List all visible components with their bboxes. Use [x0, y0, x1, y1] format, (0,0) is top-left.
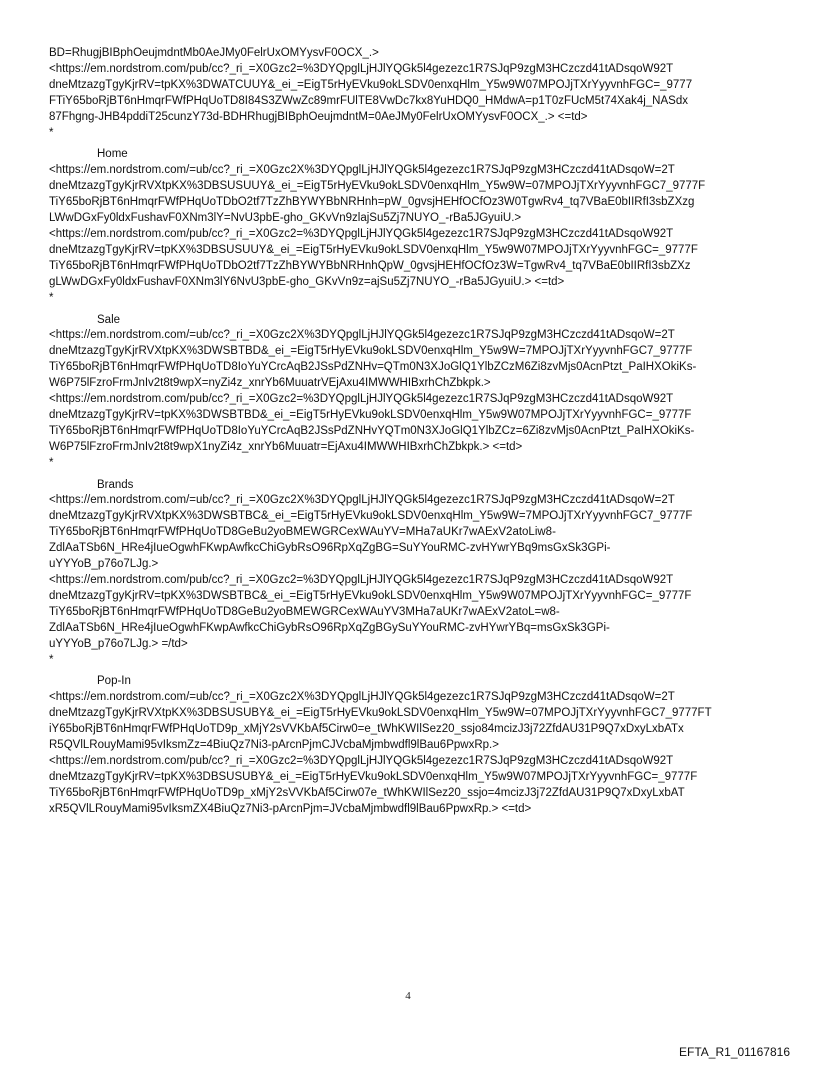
text-line: TiY65boRjBT6nHmqrFWfPHqUoTD8GeBu2yoBMEWGRCexWAuYV=MHa7aUKr7wAExV2atoLiw8- — [49, 526, 556, 539]
text-line: <https://em.nordstrom.com/pub/cc?_ri_=X0Gzc2=%3DYQpglLjHJlYQGk5l4gezezc1R7SJqP9zgM3HCzczd41tADsqoW92T — [49, 62, 674, 75]
text-line: dneMtzazgTgyKjrRV=tpKX%3DWATCUUY&_ei_=EigT5rHyEVku9okLSDV0enxqHlm_Y5w9W07MPOJjTXrYyyvnhFGC=_9777 — [49, 78, 693, 91]
section-title: Pop-In — [97, 675, 131, 688]
intro-block — [49, 46, 774, 141]
text-line: TiY65boRjBT6nHmqrFWfPHqUoTD9p_xMjY2sVVKbAf5Cirw07e_tWhKWIlSez20_ssjo=4mcizJ3j72ZfdAU31P9Q7xDxyLxbAT — [49, 786, 685, 799]
section-brands — [49, 478, 774, 669]
text-line: <https://em.nordstrom.com/=ub/cc?_ri_=X0Gzc2X%3DYQpglLjHJlYQGk5l4gezezc1R7SJqP9zgM3HCzczd41tADsqoW=2T — [49, 164, 675, 177]
text-line: uYYYoB_p76o7LJg.> — [49, 558, 159, 571]
text-line: TiY65boRjBT6nHmqrFWfPHqUoTDbO2tf7TzZhBYWYBbNRHnh=pW_0gvsjHEHfOCfOz3W0TgwRv4_tq7VBaE0bIIRfI3sbZXzg — [49, 196, 695, 209]
text-line: <https://em.nordstrom.com/pub/cc?_ri_=X0Gzc2=%3DYQpglLjHJlYQGk5l4gezezc1R7SJqP9zgM3HCzczd41tADsqoW92T — [49, 227, 674, 240]
text-line: <https://em.nordstrom.com/=ub/cc?_ri_=X0Gzc2X%3DYQpglLjHJlYQGk5l4gezezc1R7SJqP9zgM3HCzczd41tADsqoW=2T — [49, 494, 675, 507]
text-line: <https://em.nordstrom.com/=ub/cc?_ri_=X0Gzc2X%3DYQpglLjHJlYQGk5l4gezezc1R7SJqP9zgM3HCzczd41tADsqoW=2T — [49, 691, 675, 704]
section-title: Brands — [97, 478, 134, 491]
text-line: dneMtzazgTgyKjrRVXtpKX%3DBSUSUBY&_ei_=EigT5rHyEVku9okLSDV0enxqHlm_Y5w9W=07MPOJjTXrYyyvnhFGC7_9777FT — [49, 707, 712, 720]
text-line: dneMtzazgTgyKjrRV=tpKX%3DBSUSUBY&_ei_=EigT5rHyEVku9okLSDV0enxqHlm_Y5w9W07MPOJjTXrYyyvnhFGC=_9777F — [49, 770, 698, 783]
section-sale — [49, 313, 774, 472]
sections-container — [49, 147, 774, 817]
text-line: FTiY65boRjBT6nHmqrFWfPHqUoTD8I84S3ZWwZc89mrFUlTE8VwDc7kx8YuHDQ0_HMdwA=p1T0zFUcM5t74Xak4j_NASdx — [49, 94, 688, 107]
text-line: BD=RhugjBIBphOeujmdntMb0AeJMy0FelrUxOMYysvF0OCX_.> — [49, 47, 379, 59]
document-body — [49, 46, 774, 818]
text-line: dneMtzazgTgyKjrRVXtpKX%3DWSBTBC&_ei_=EigT5rHyEVku9okLSDV0enxqHlm_Y5w9W=7MPOJjTXrYyyvnhFGC7_9777F — [49, 510, 693, 523]
text-line: TiY65boRjBT6nHmqrFWfPHqUoTD8IoYuYCrcAqB2JSsPdZNHvYQTm0N3XJoGlQ1YlbZCz=6Zi8zvMjs0AcnPtzt_PaIHXOkiKs- — [49, 424, 695, 437]
text-line: dneMtzazgTgyKjrRV=tpKX%3DWSBTBC&_ei_=EigT5rHyEVku9okLSDV0enxqHlm_Y5w9W07MPOJjTXrYyyvnhFGC=_9777F — [49, 589, 692, 602]
text-line: <https://em.nordstrom.com/pub/cc?_ri_=X0Gzc2=%3DYQpglLjHJlYQGk5l4gezezc1R7SJqP9zgM3HCzczd41tADsqoW92T — [49, 754, 674, 767]
text-line: ZdlAaTSb6N_HRe4jIueOgwhFKwpAwfkcChiGybRsO96RpXqZgBGySuYYouRMC-zvHYwrYBq=msGxSk3GPi- — [49, 621, 610, 634]
bullet-marker: * — [49, 126, 54, 139]
text-line: <https://em.nordstrom.com/pub/cc?_ri_=X0Gzc2=%3DYQpglLjHJlYQGk5l4gezezc1R7SJqP9zgM3HCzczd41tADsqoW92T — [49, 393, 674, 406]
text-line: TiY65boRjBT6nHmqrFWfPHqUoTDbO2tf7TzZhBYWYBbNRHnhQpW_0gvsjHEHfOCfOz3W=TgwRv4_tq7VBaE0bIIRfI3sbZXz — [49, 259, 691, 272]
bullet-marker: * — [49, 653, 54, 666]
text-line: LWwDGxFy0ldxFushavF0XNm3lY=NvU3pbE-gho_GKvVn9zlajSu5Zj7NUYO_-rBa5JGyuiU.> — [49, 212, 522, 225]
text-line: ZdlAaTSb6N_HRe4jIueOgwhFKwpAwfkcChiGybRsO96RpXqZgBG=SuYYouRMC-zvHYwrYBq9msGxSk3GPi- — [49, 542, 611, 555]
text-line: TiY65boRjBT6nHmqrFWfPHqUoTD8IoYuYCrcAqB2JSsPdZNHv=QTm0N3XJoGlQ1YlbZCzM6Zi8zvMjs0AcnPtzt_PaIHXOkiKs- — [49, 361, 697, 374]
page-number: 4 — [405, 990, 411, 1002]
section-home — [49, 147, 774, 306]
bullet-marker: * — [49, 291, 54, 304]
text-line: dneMtzazgTgyKjrRVXtpKX%3DBSUSUUY&_ei_=EigT5rHyEVku9okLSDV0enxqHlm_Y5w9W=07MPOJjTXrYyyvnhFGC7_9777F — [49, 180, 706, 193]
bullet-marker: * — [49, 456, 54, 469]
text-line: 87Fhgng-JHB4pddiT25cunzY73d-BDHRhugjBIBphOeujmdntM=0AeJMy0FelrUxOMYysvF0OCX_.> <=td> — [49, 110, 588, 123]
section-title: Home — [97, 148, 128, 161]
text-line: <https://em.nordstrom.com/pub/cc?_ri_=X0Gzc2=%3DYQpglLjHJlYQGk5l4gezezc1R7SJqP9zgM3HCzczd41tADsqoW92T — [49, 574, 674, 586]
text-line: W6P75lFzroFrmJnIv2t8t9wpX1nyZi4z_xnrYb6Muuatr=EjAxu4IMWWHIBxrhChZbkpk.> <=td> — [49, 440, 523, 453]
text-line: W6P75lFzroFrmJnIv2t8t9wpX=nyZi4z_xnrYb6MuuatrVEjAxu4IMWWHIBxrhChZbkpk.> — [49, 377, 491, 390]
text-line: TiY65boRjBT6nHmqrFWfPHqUoTD8GeBu2yoBMEWGRCexWAuYV3MHa7aUKr7wAExV2atoL=w8- — [49, 605, 560, 618]
text-line: dneMtzazgTgyKjrRV=tpKX%3DBSUSUUY&_ei_=EigT5rHyEVku9okLSDV0enxqHlm_Y5w9W07MPOJjTXrYyyvnhFGC=_9777F — [49, 243, 698, 256]
section-title: Sale — [97, 313, 121, 326]
text-line: dneMtzazgTgyKjrRVXtpKX%3DWSBTBD&_ei_=EigT5rHyEVku9okLSDV0enxqHlm_Y5w9W=7MPOJjTXrYyyvnhFGC7_9777F — [49, 345, 693, 358]
text-line: R5QVlLRouyMami95vIksmZz=4BiuQz7Ni3-pArcnPjmCJVcbaMjmbwdfl9lBau6PpwxRp.> — [49, 739, 499, 752]
text-line: dneMtzazgTgyKjrRV=tpKX%3DWSBTBD&_ei_=EigT5rHyEVku9okLSDV0enxqHlm_Y5w9W07MPOJjTXrYyyvnhFGC=_9777F — [49, 408, 692, 421]
document-id: EFTA_R1_01167816 — [679, 1045, 790, 1059]
text-line: uYYYoB_p76o7LJg.> =/td> — [49, 637, 188, 650]
text-line: xR5QVlLRouyMami95vIksmZX4BiuQz7Ni3-pArcnPjm=JVcbaMjmbwdfl9lBau6PpwxRp.> <=td> — [49, 802, 532, 815]
text-line: <https://em.nordstrom.com/=ub/cc?_ri_=X0Gzc2X%3DYQpglLjHJlYQGk5l4gezezc1R7SJqP9zgM3HCzczd41tADsqoW=2T — [49, 329, 675, 342]
section-pop-in — [49, 674, 774, 817]
text-line: gLWwDGxFy0ldxFushavF0XNm3lY6NvU3pbE-gho_GKvVn9z=ajSu5Zj7NUYO_-rBa5JGyuiU.> <=td> — [49, 275, 565, 288]
text-line: iY65boRjBT6nHmqrFWfPHqUoTD9p_xMjY2sVVKbAf5Cirw0=e_tWhKWIlSez20_ssjo84mcizJ3j72ZfdAU31P9Q7xDxyLxbATx — [49, 723, 684, 736]
